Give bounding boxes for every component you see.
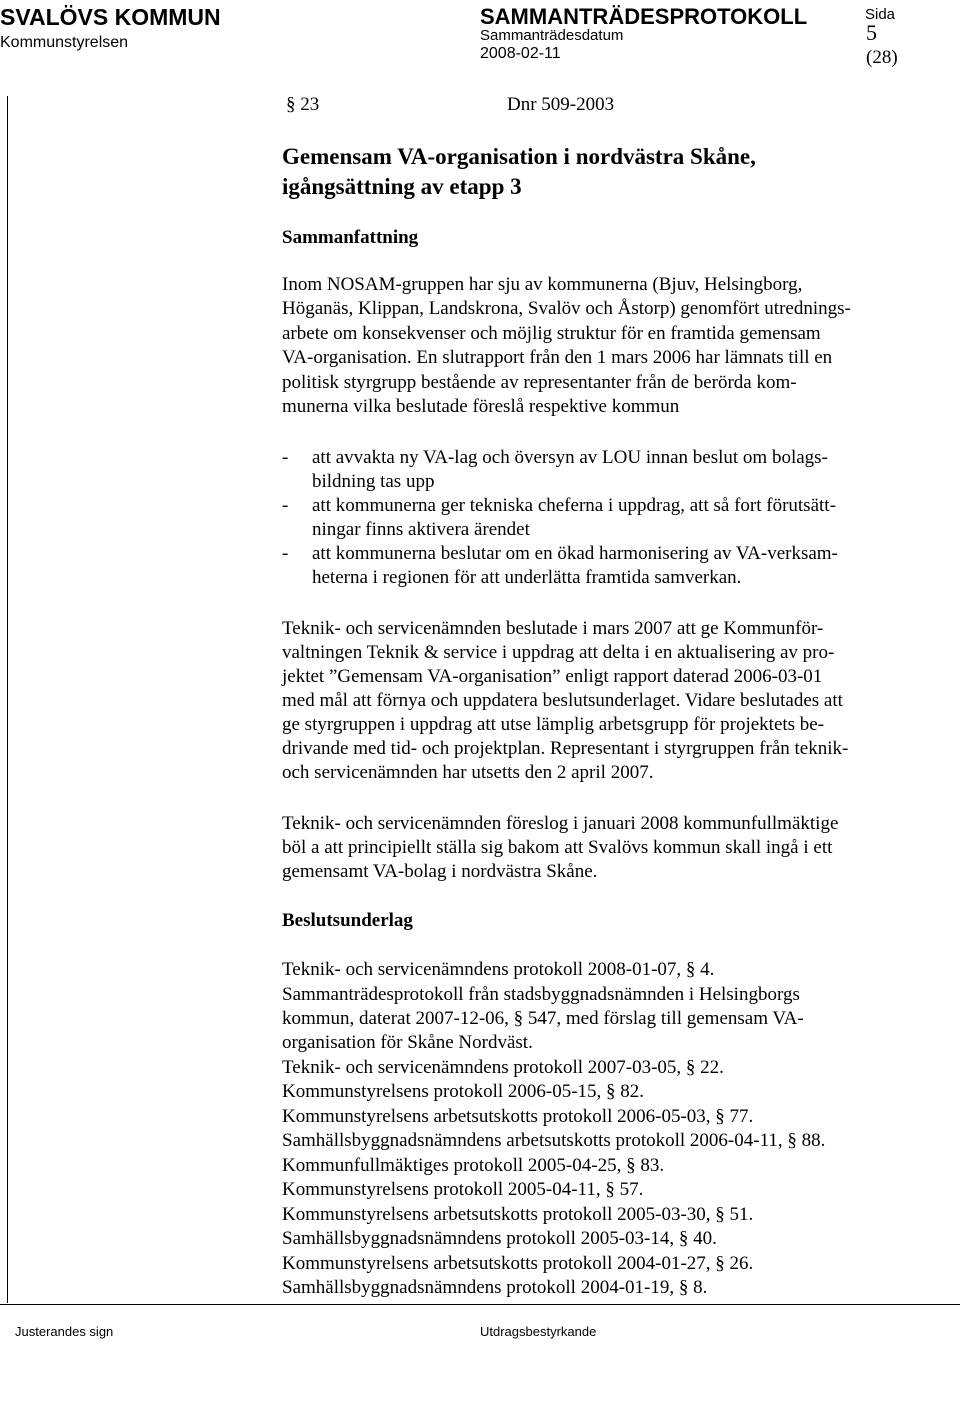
basis-line: Teknik- och servicenämndens protokoll 2007-03-05, § 22. [282, 1057, 724, 1078]
summary-line: VA-organisation. En slutrapport från den 1 mars 2006 har lämnats till en [282, 347, 833, 368]
list-dash: - [282, 495, 289, 516]
basis-line: Samhällsbyggnadsnämndens arbetsutskotts protokoll 2006-04-11, § 88. [282, 1130, 826, 1151]
basis-line: Kommunstyrelsens protokoll 2006-05-15, § 82. [282, 1081, 645, 1102]
footer-rule [0, 1304, 960, 1305]
basis-line: Samhällsbyggnadsnämndens protokoll 2005-03-14, § 40. [282, 1228, 717, 1249]
basis-line: Kommunstyrelsens arbetsutskotts protokoll 2005-03-30, § 51. [282, 1204, 754, 1225]
page-label: Sida [865, 6, 896, 23]
footer-signature-label: Justerandes sign [15, 1324, 114, 1339]
left-margin-rule [7, 96, 8, 1303]
document-title: SAMMANTRÄDESPROTOKOLL [480, 4, 808, 29]
summary-line: Inom NOSAM-gruppen har sju av kommunerna (Bjuv, Helsingborg, [282, 274, 803, 295]
body-line: böl a att principiellt ställa sig bakom att Svalövs kommun skall ingå i ett [282, 837, 833, 858]
organization-unit: Kommunstyrelsen [0, 34, 129, 51]
body-line: jektet ”Gemensam VA-organisation” enligt rapport daterad 2006-03-01 [282, 666, 823, 687]
body-line: med mål att förnya och uppdatera beslutsunderlaget. Vidare beslutades att [282, 690, 843, 711]
body-line: Teknik- och servicenämnden föreslog i januari 2008 kommunfullmäktige [282, 813, 839, 834]
meeting-date-label: Sammanträdesdatum [480, 27, 624, 44]
list-item-line: att avvakta ny VA-lag och översyn av LOU innan beslut om bolags- [312, 447, 828, 468]
body-line: valtningen Teknik & service i uppdrag att delta i en aktualisering av pro- [282, 642, 835, 663]
list-item-line: att kommunerna beslutar om en ökad harmonisering av VA-verksam- [312, 543, 838, 564]
basis-heading: Beslutsunderlag [282, 910, 413, 931]
basis-line: organisation för Skåne Nordväst. [282, 1032, 533, 1053]
basis-line: Kommunfullmäktiges protokoll 2005-04-25, § 83. [282, 1155, 665, 1176]
summary-line: Höganäs, Klippan, Landskrona, Svalöv och Åstorp) genomfört utrednings- [282, 298, 851, 319]
case-number: Dnr 509-2003 [507, 94, 615, 115]
basis-line: Kommunstyrelsens protokoll 2005-04-11, § 57. [282, 1179, 644, 1200]
footer-certification-label: Utdragsbestyrkande [480, 1324, 597, 1339]
list-item-line: bildning tas upp [312, 471, 435, 492]
section-title-line: igångsättning av etapp 3 [282, 174, 522, 199]
section-title-line: Gemensam VA-organisation i nordvästra Skåne, [282, 144, 756, 169]
summary-line: munerna vilka beslutade föreslå respektive kommun [282, 396, 680, 417]
paragraph-number: § 23 [286, 94, 320, 115]
basis-line: kommun, daterat 2007-12-06, § 547, med förslag till gemensam VA- [282, 1008, 804, 1029]
list-item-line: heterna i regionen för att underlätta framtida samverkan. [312, 567, 742, 588]
basis-line: Samhällsbyggnadsnämndens protokoll 2004-01-19, § 8. [282, 1277, 708, 1298]
list-item-line: att kommunerna ger tekniska cheferna i uppdrag, att så fort förutsätt- [312, 495, 836, 516]
basis-line: Kommunstyrelsens arbetsutskotts protokoll 2006-05-03, § 77. [282, 1106, 754, 1127]
body-line: Teknik- och servicenämnden beslutade i mars 2007 att ge Kommunför- [282, 618, 824, 639]
page-number: 5 [866, 20, 877, 45]
list-item-line: ningar finns aktivera ärendet [312, 519, 530, 540]
basis-line: Kommunstyrelsens arbetsutskotts protokoll 2004-01-27, § 26. [282, 1253, 754, 1274]
list-dash: - [282, 543, 289, 564]
list-dash: - [282, 447, 289, 468]
page-total: (28) [866, 47, 898, 68]
summary-line: arbete om konsekvenser och möjlig struktur för en framtida gemensam [282, 323, 821, 344]
body-line: gemensamt VA-bolag i nordvästra Skåne. [282, 861, 598, 882]
basis-line: Sammanträdesprotokoll från stadsbyggnadsnämnden i Helsingborgs [282, 984, 800, 1005]
body-line: ge styrgruppen i uppdrag att utse lämplig arbetsgrupp för projektets be- [282, 714, 825, 735]
body-line: och servicenämnden har utsetts den 2 april 2007. [282, 762, 654, 783]
organization-name: SVALÖVS KOMMUN [0, 4, 221, 30]
summary-line: politisk styrgrupp bestående av representanter från de berörda kom- [282, 372, 797, 393]
summary-heading: Sammanfattning [282, 227, 419, 248]
body-line: drivande med tid- och projektplan. Representant i styrgruppen från teknik- [282, 738, 849, 759]
meeting-date: 2008-02-11 [480, 45, 561, 62]
basis-line: Teknik- och servicenämndens protokoll 2008-01-07, § 4. [282, 959, 715, 980]
